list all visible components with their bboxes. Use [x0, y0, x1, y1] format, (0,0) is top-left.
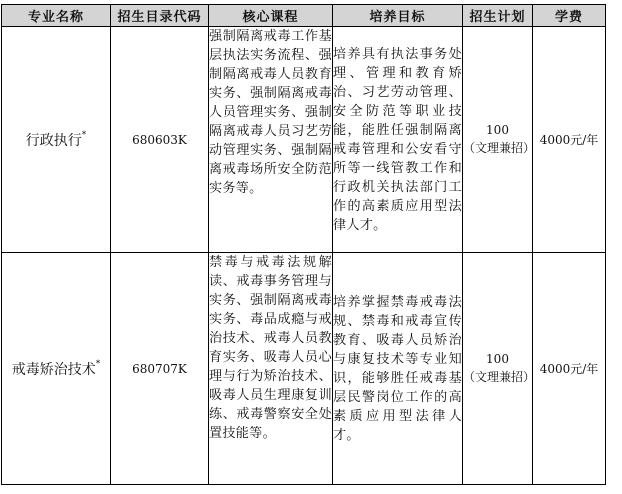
major-cell [2, 27, 111, 253]
plan-cell [463, 27, 536, 253]
header-plan: 招生计划 [463, 5, 533, 27]
fee-cell: 4000元/年 [533, 253, 606, 485]
enrollment-table [1, 4, 606, 485]
plan-note: （文理兼招） [463, 370, 536, 384]
header-code: 招生目录代码 [111, 5, 209, 27]
plan-count: 100 [486, 123, 509, 137]
major-name: 戒毒矫治技术 [11, 361, 96, 378]
major-cell [2, 253, 111, 485]
fee-cell: 4000元/年 [533, 27, 606, 253]
goal-cell: 培养掌握禁毒戒毒法规、禁毒和戒毒宣传教育、吸毒人员矫治与康复技术等专业知识，能够胜任戒毒基层民警岗位工作的高素质应用型法律人才。 [333, 253, 463, 485]
header-major: 专业名称 [2, 5, 111, 27]
plan-cell [463, 253, 536, 485]
plan-count: 100 [486, 352, 509, 366]
major-mark: * [81, 129, 87, 140]
code-cell: 680707K [111, 253, 209, 485]
courses-cell: 禁毒与戒毒法规解读、戒毒事务管理与实务、强制隔离戒毒实务、毒品成瘾与戒治技术、戒毒人员教育实务、吸毒人员心理与行为矫治技术、吸毒人员生理康复训练、戒毒警察安全处置技能等。 [209, 253, 333, 485]
code-cell: 680603K [111, 27, 209, 253]
table-row [2, 253, 606, 485]
header-goal: 培养目标 [333, 5, 463, 27]
major-name: 行政执行 [25, 132, 82, 149]
major-mark: * [95, 358, 101, 369]
plan-note: （文理兼招） [463, 141, 536, 155]
courses-cell: 强制隔离戒毒工作基层执法实务流程、强制隔离戒毒人员教育实务、强制隔离戒毒人员管理实务、强制隔离戒毒人员习艺劳动管理实务、强制隔离戒毒场所安全防范实务等。 [209, 27, 333, 253]
header-fee: 学费 [533, 5, 606, 27]
table-header-row [2, 5, 606, 27]
table-row [2, 27, 606, 253]
goal-cell: 培养具有执法事务处理、管理和教育矫治、习艺劳动管理、安全防范等职业技能，能胜任强制隔离戒毒管理和公安看守所等一线管教工作和行政机关执法部门工作的高素质应用型法律人才。 [333, 27, 463, 253]
header-courses: 核心课程 [209, 5, 333, 27]
